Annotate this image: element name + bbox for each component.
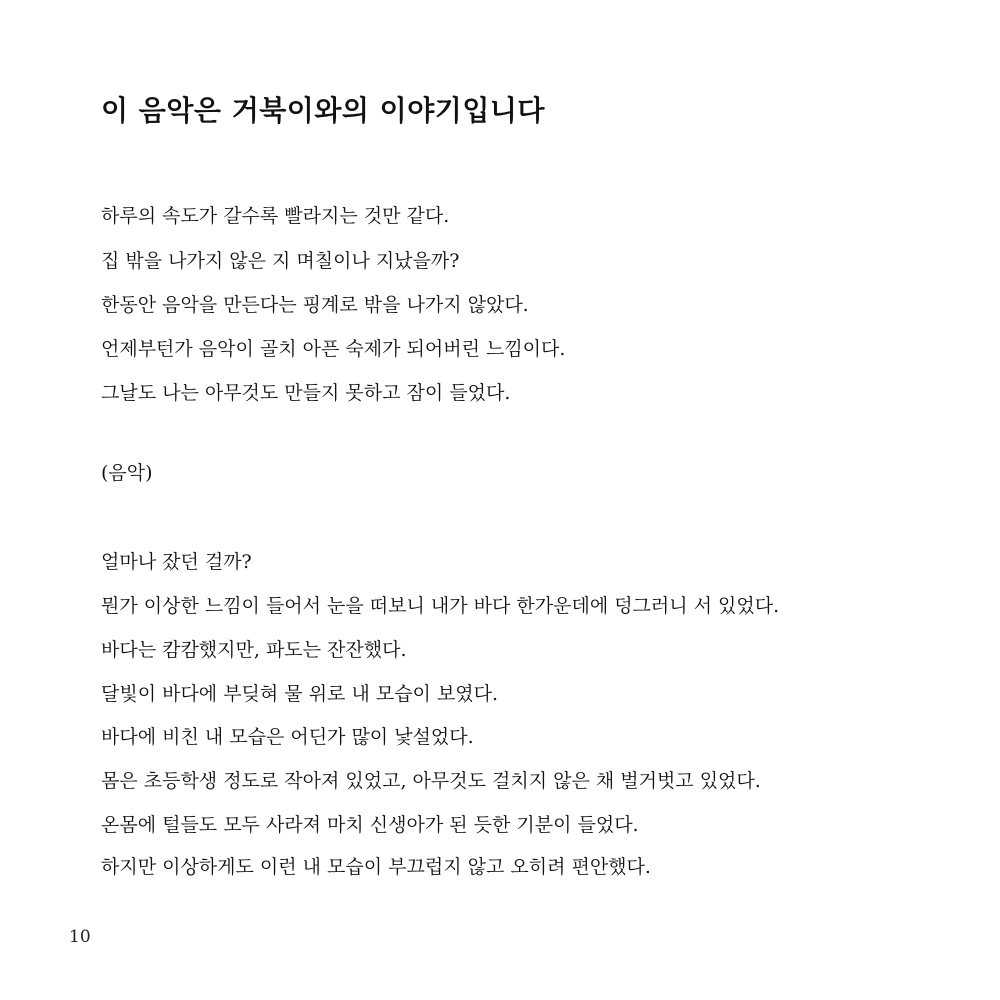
text-line: 한동안 음악을 만든다는 핑계로 밖을 나가지 않았다.	[101, 294, 529, 316]
text-line: 바다는 캄캄했지만, 파도는 잔잔했다.	[101, 639, 407, 661]
music-marker: (음악)	[101, 462, 153, 484]
text-line: 몸은 초등학생 정도로 작아져 있었고, 아무것도 걸치지 않은 채 벌거벗고 있었다.	[101, 770, 761, 792]
text-line: 집 밖을 나가지 않은 지 며칠이나 지났을까?	[101, 250, 460, 272]
page-title: 이 음악은 거북이와의 이야기입니다	[101, 94, 545, 127]
text-line: 하루의 속도가 갈수록 빨라지는 것만 같다.	[101, 205, 450, 227]
page-number: 10	[69, 927, 91, 947]
text-line: 하지만 이상하게도 이런 내 모습이 부끄럽지 않고 오히려 편안했다.	[101, 856, 651, 878]
text-line: 그날도 나는 아무것도 만들지 못하고 잠이 들었다.	[101, 382, 511, 404]
text-line: 얼마나 잤던 걸까?	[101, 551, 252, 573]
text-line: 달빛이 바다에 부딪혀 물 위로 내 모습이 보였다.	[101, 683, 499, 705]
text-line: 온몸에 털들도 모두 사라져 마치 신생아가 된 듯한 기분이 들었다.	[101, 814, 639, 836]
text-line: 언제부턴가 음악이 골치 아픈 숙제가 되어버린 느낌이다.	[101, 338, 566, 360]
text-line: 바다에 비친 내 모습은 어딘가 많이 낯설었다.	[101, 726, 474, 748]
text-line: 뭔가 이상한 느낌이 들어서 눈을 떠보니 내가 바다 한가운데에 덩그러니 서 있었다.	[101, 595, 780, 617]
